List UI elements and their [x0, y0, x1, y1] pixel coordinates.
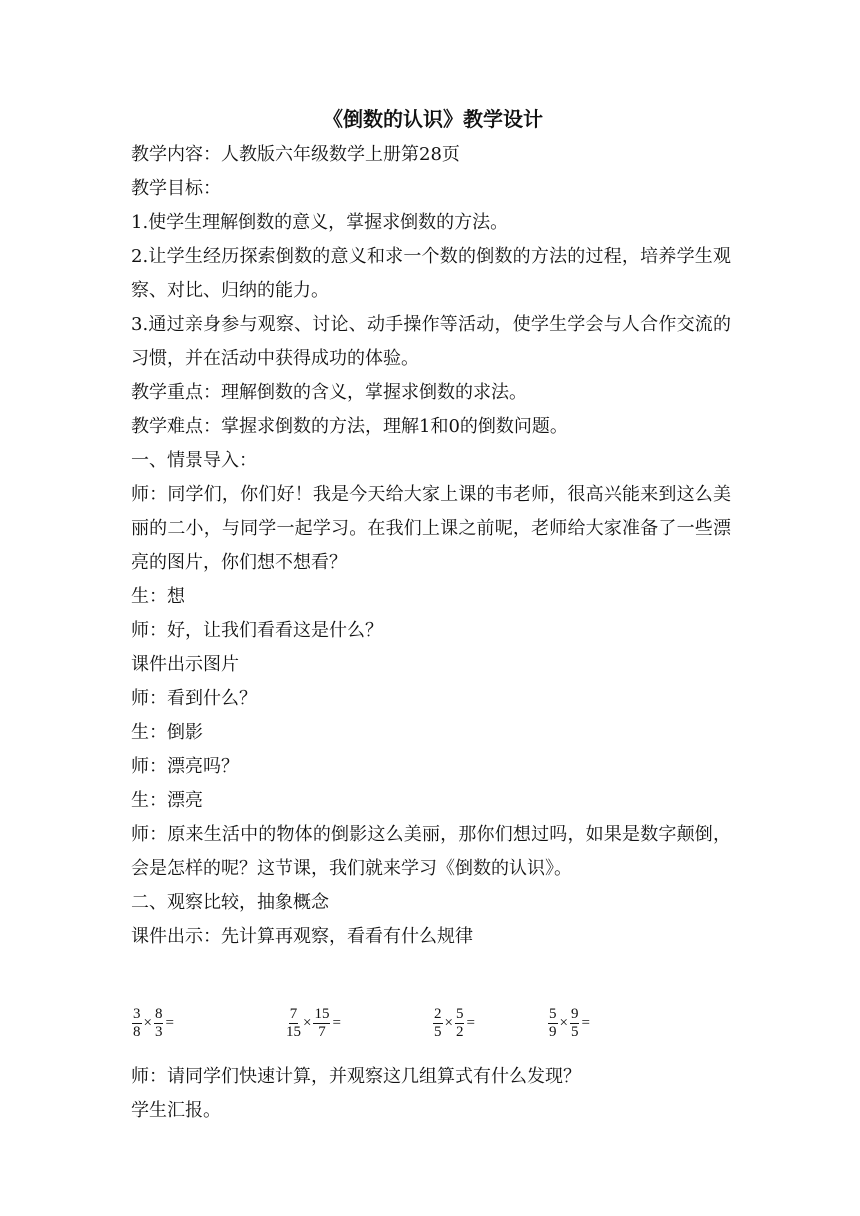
formula-1: $\frac{3}{8}$ × $\frac{8}{3}$ = — [133, 1006, 174, 1040]
fraction: $\frac{5}{2}$ — [455, 1006, 464, 1040]
formula-3: $\frac{2}{5}$ × $\frac{5}{2}$ = — [434, 1006, 475, 1040]
formula-2: $\frac{7}{15}$ × $\frac{15}{7}$ = — [286, 1006, 341, 1040]
teacher-question: 师：请同学们快速计算，并观察这几组算式有什么发现？ — [131, 1066, 581, 1087]
fraction: $\frac{3}{8}$ — [133, 1006, 141, 1040]
formula-4: $\frac{5}{9}$ × $\frac{9}{5}$ = — [549, 1006, 590, 1040]
fraction: $\frac{15}{7}$ — [314, 1006, 330, 1040]
goal-3: 3.通过亲身参与观察、讨论、动手操作等活动，使学生学会与人合作交流的习惯，并在活动中获得成功的体验。 — [131, 314, 731, 369]
goal-1: 1.使学生理解倒数的意义，掌握求倒数的方法。 — [131, 212, 509, 233]
fraction: $\frac{9}{5}$ — [570, 1006, 579, 1040]
courseware-task: 课件出示：先计算再观察，看看有什么规律 — [131, 926, 473, 947]
document-page — [131, 100, 731, 1128]
section-1-heading: 一、情景导入： — [131, 450, 257, 471]
courseware-image-note: 课件出示图片 — [131, 654, 239, 675]
student-report: 学生汇报。 — [131, 1100, 221, 1121]
section-2-heading: 二、观察比较，抽象概念 — [131, 892, 329, 913]
dialogue-teacher-4: 师：漂亮吗？ — [131, 756, 239, 777]
fraction: $\frac{8}{3}$ — [154, 1006, 163, 1040]
dialogue-student-3: 生：漂亮 — [131, 790, 203, 811]
dialogue-student-2: 生：倒影 — [131, 722, 203, 743]
dialogue-teacher-2: 师：好，让我们看看这是什么？ — [131, 620, 383, 641]
dialogue-teacher-3: 师：看到什么？ — [131, 688, 257, 709]
formula-row — [131, 998, 731, 1060]
teaching-focus: 教学重点：理解倒数的含义，掌握求倒数的求法。 — [131, 382, 527, 403]
fraction: $\frac{7}{15}$ — [286, 1006, 301, 1040]
fraction: $\frac{5}{9}$ — [549, 1006, 557, 1040]
goal-2: 2.让学生经历探索倒数的意义和求一个数的倒数的方法的过程，培养学生观察、对比、归纳的能力。 — [131, 246, 731, 301]
teaching-difficulty: 教学难点：掌握求倒数的方法，理解1和0的倒数问题。 — [131, 416, 568, 437]
dialogue-student-1: 生：想 — [131, 586, 185, 607]
document-title: 《倒数的认识》教学设计 — [323, 107, 543, 131]
dialogue-teacher-5: 师：原来生活中的物体的倒影这么美丽，那你们想过吗，如果是数字颠倒，会是怎样的呢？这节课，我们就来学习《倒数的认识》。 — [131, 824, 731, 879]
teaching-content: 教学内容：人教版六年级数学上册第28页 — [131, 144, 460, 165]
dialogue-teacher-intro: 师：同学们，你们好！我是今天给大家上课的韦老师，很高兴能来到这么美丽的二小，与同学一起学习。在我们上课之前呢，老师给大家准备了一些漂亮的图片，你们想不想看？ — [131, 484, 731, 573]
teaching-goals-heading: 教学目标： — [131, 178, 221, 199]
fraction: $\frac{2}{5}$ — [434, 1006, 442, 1040]
